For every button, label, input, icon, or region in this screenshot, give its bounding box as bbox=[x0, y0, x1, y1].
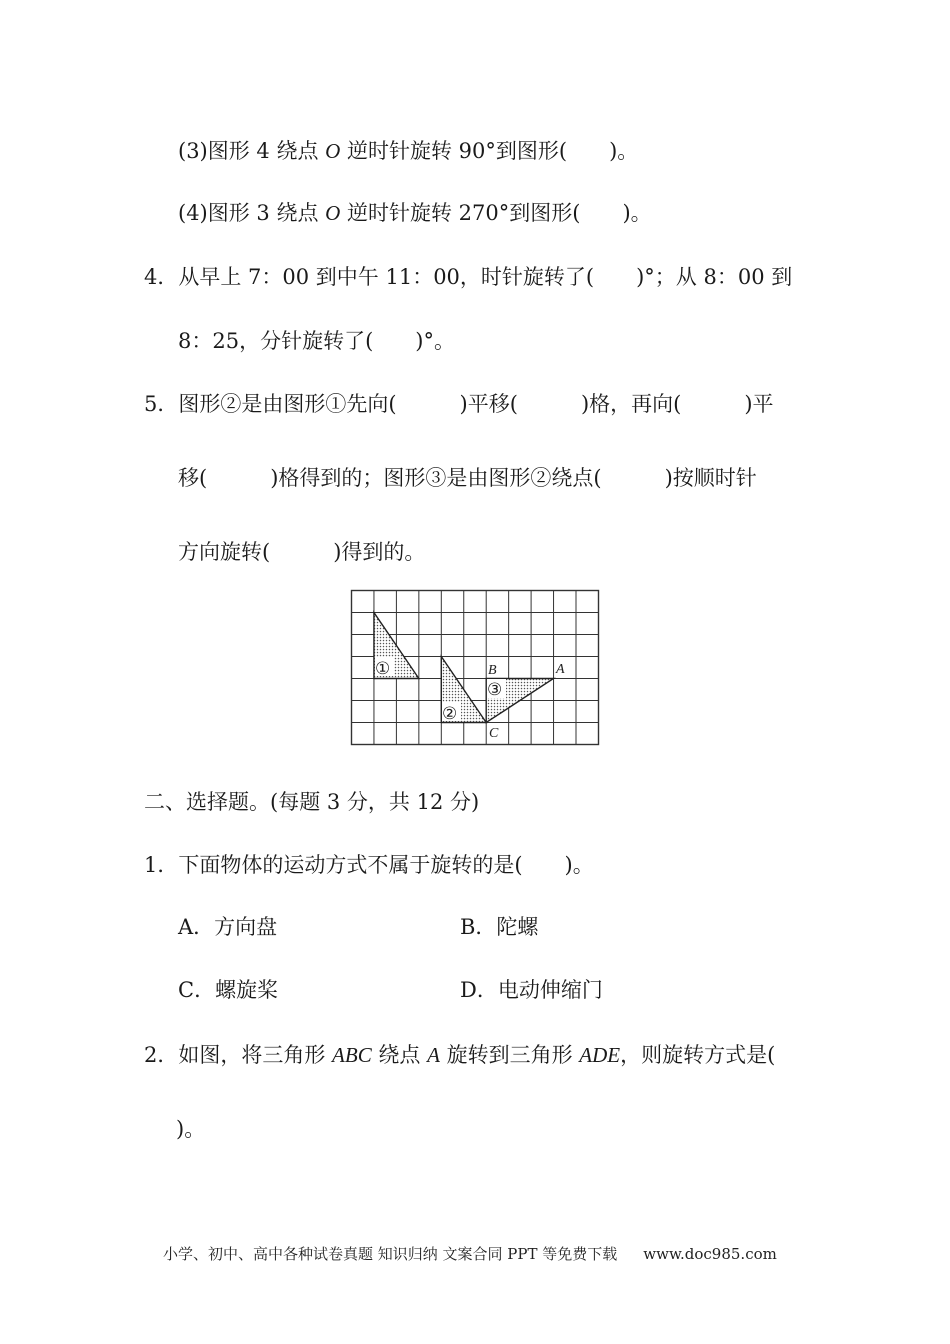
q3-part4-text-b: 逆时针旋转 270°到图形( )。 bbox=[340, 201, 652, 225]
figure-label-3: ③ bbox=[487, 680, 503, 699]
mc1-option-c: C．螺旋桨 bbox=[178, 978, 279, 1002]
mc1-option-b: B．陀螺 bbox=[460, 915, 539, 939]
figure-label-1: ① bbox=[375, 659, 391, 678]
mc1-stem: 1．下面物体的运动方式不属于旋转的是( )。 bbox=[144, 853, 594, 877]
translation-rotation-figure bbox=[349, 588, 601, 748]
mc2-line2: )。 bbox=[176, 1117, 206, 1141]
mc2-text-b: 绕点 bbox=[371, 1043, 428, 1067]
q3-part4 bbox=[178, 199, 652, 227]
footer-url[interactable]: www.doc985.com bbox=[643, 1245, 777, 1263]
q4-line1: 4．从早上 7：00 到中午 11：00，时针旋转了( )°；从 8：00 到 bbox=[144, 265, 793, 289]
q4-line2: 8：25，分针旋转了( )°。 bbox=[178, 329, 455, 353]
q3-part3 bbox=[178, 137, 638, 165]
mc2-abc: ABC bbox=[332, 1043, 372, 1067]
point-c-label: C bbox=[489, 726, 499, 741]
mc2-text-a: 2．如图，将三角形 bbox=[144, 1043, 333, 1067]
q5-line3: 方向旋转( )得到的。 bbox=[178, 540, 426, 564]
mc2-ade: ADE bbox=[579, 1043, 621, 1067]
mc1-option-a: A．方向盘 bbox=[178, 915, 278, 939]
point-b-label: B bbox=[488, 663, 497, 678]
footer bbox=[163, 1244, 777, 1264]
q3-part3-text-b: 逆时针旋转 90°到图形( )。 bbox=[340, 139, 639, 163]
q3-part3-text-a: (3)图形 4 绕点 bbox=[178, 139, 326, 163]
footer-text: 小学、初中、高中各种试卷真题 知识归纳 文案合同 PPT 等免费下载 bbox=[163, 1245, 618, 1263]
point-a-label: A bbox=[556, 662, 565, 677]
mc2-point-a: A bbox=[427, 1043, 440, 1067]
q5-line1: 5．图形②是由图形①先向( )平移( )格，再向( )平 bbox=[144, 392, 774, 416]
q5-line2: 移( )格得到的；图形③是由图形②绕点( )按顺时针 bbox=[178, 466, 757, 490]
q3-part3-point: O bbox=[325, 139, 341, 163]
section2-heading: 二、选择题。(每题 3 分，共 12 分) bbox=[144, 790, 480, 814]
q3-part4-point: O bbox=[325, 201, 341, 225]
mc2-text-c: 旋转到三角形 bbox=[439, 1043, 580, 1067]
q3-part4-text-a: (4)图形 3 绕点 bbox=[178, 201, 326, 225]
mc1-option-d: D．电动伸缩门 bbox=[460, 978, 603, 1002]
mc2-text-d: ，则旋转方式是( bbox=[620, 1043, 776, 1067]
figure-label-2: ② bbox=[442, 704, 458, 723]
mc2-stem bbox=[144, 1041, 775, 1069]
